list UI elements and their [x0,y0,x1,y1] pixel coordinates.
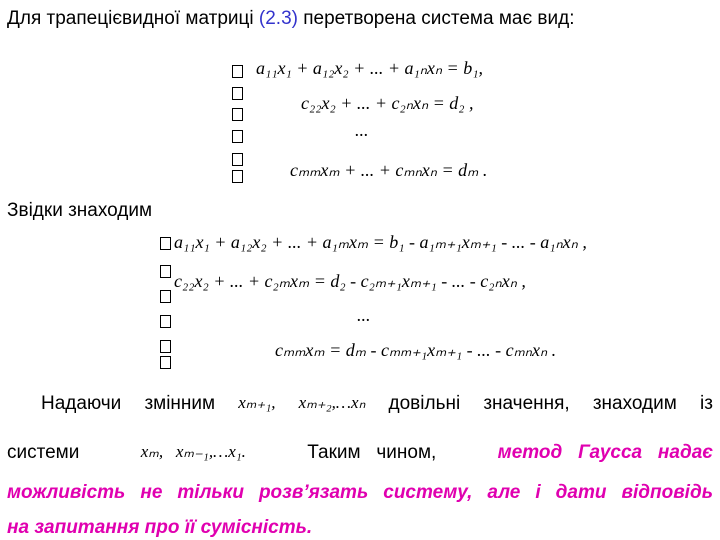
equation-reference: (2.3) [258,8,298,29]
brace-placeholder-box [232,65,243,78]
system2-ellipsis: ... [357,305,371,325]
section-text: Звідки знаходим [7,200,153,221]
brace-placeholder-box [232,153,243,166]
word: системи [7,442,80,463]
word: змінним [144,393,216,414]
system2-equation-1: a₁₁x₁ + a₁₂x₂ + ... + a₁ₘxₘ = b₁ - a₁ₘ₊₁xₘ₊₁ - ... - a₁ₙxₙ , [174,232,587,252]
paragraph-line-2 [7,442,713,464]
emphasis-text-line: на запитання про її сумісність. [7,517,313,538]
word: Таким чином, [307,442,437,463]
emphasis-text-line: можливість не тільки розв’язать систему, але і дати відповідь [7,482,713,503]
variables-x-m-to-x-1: xₘ, xₘ₋₁,…x₁. [140,442,246,461]
system1-equation-m: cₘₘxₘ + ... + cₘₙxₙ = dₘ . [290,160,488,180]
paragraph-line-1 [7,393,713,415]
system2-equation-2: c₂₂x₂ + ... + c₂ₘxₘ = d₂ - c₂ₘ₊₁xₘ₊₁ - ... - c₂ₙxₙ , [174,271,526,291]
brace-placeholder-box [232,130,243,143]
word: значення, [483,393,570,414]
brace-placeholder-box [232,170,243,183]
variable-x-m-plus-1: xₘ₊₁, [238,393,276,412]
intro-text-before: Для трапецієвидної матриці [7,8,259,29]
intro-text-after: перетворена система має вид: [297,8,575,29]
system1-equation-1: a₁₁x₁ + a₁₂x₂ + ... + a₁ₙxₙ = b₁, [256,58,483,78]
word: довільні [388,393,461,414]
brace-placeholder-box [232,108,243,121]
brace-placeholder-box [160,356,171,369]
system2-equation-m: cₘₘxₘ = dₘ - cₘₘ₊₁xₘ₊₁ - ... - cₘₙxₙ . [275,340,557,360]
word: із [699,393,713,414]
word: знаходим [592,393,677,414]
brace-placeholder-box [160,340,171,353]
brace-placeholder-box [160,237,171,250]
brace-placeholder-box [160,290,171,303]
emphasis-text: метод Гаусса надає [497,442,713,463]
brace-placeholder-box [160,265,171,278]
brace-placeholder-box [160,315,171,328]
variable-x-range: xₘ₊₂,…xₙ [298,393,366,412]
system1-ellipsis: ... [355,120,369,140]
word: Надаючи [41,393,122,414]
intro-line [7,8,575,30]
brace-placeholder-box [232,87,243,100]
system1-equation-2: c₂₂x₂ + ... + c₂ₙxₙ = d₂ , [301,93,474,113]
